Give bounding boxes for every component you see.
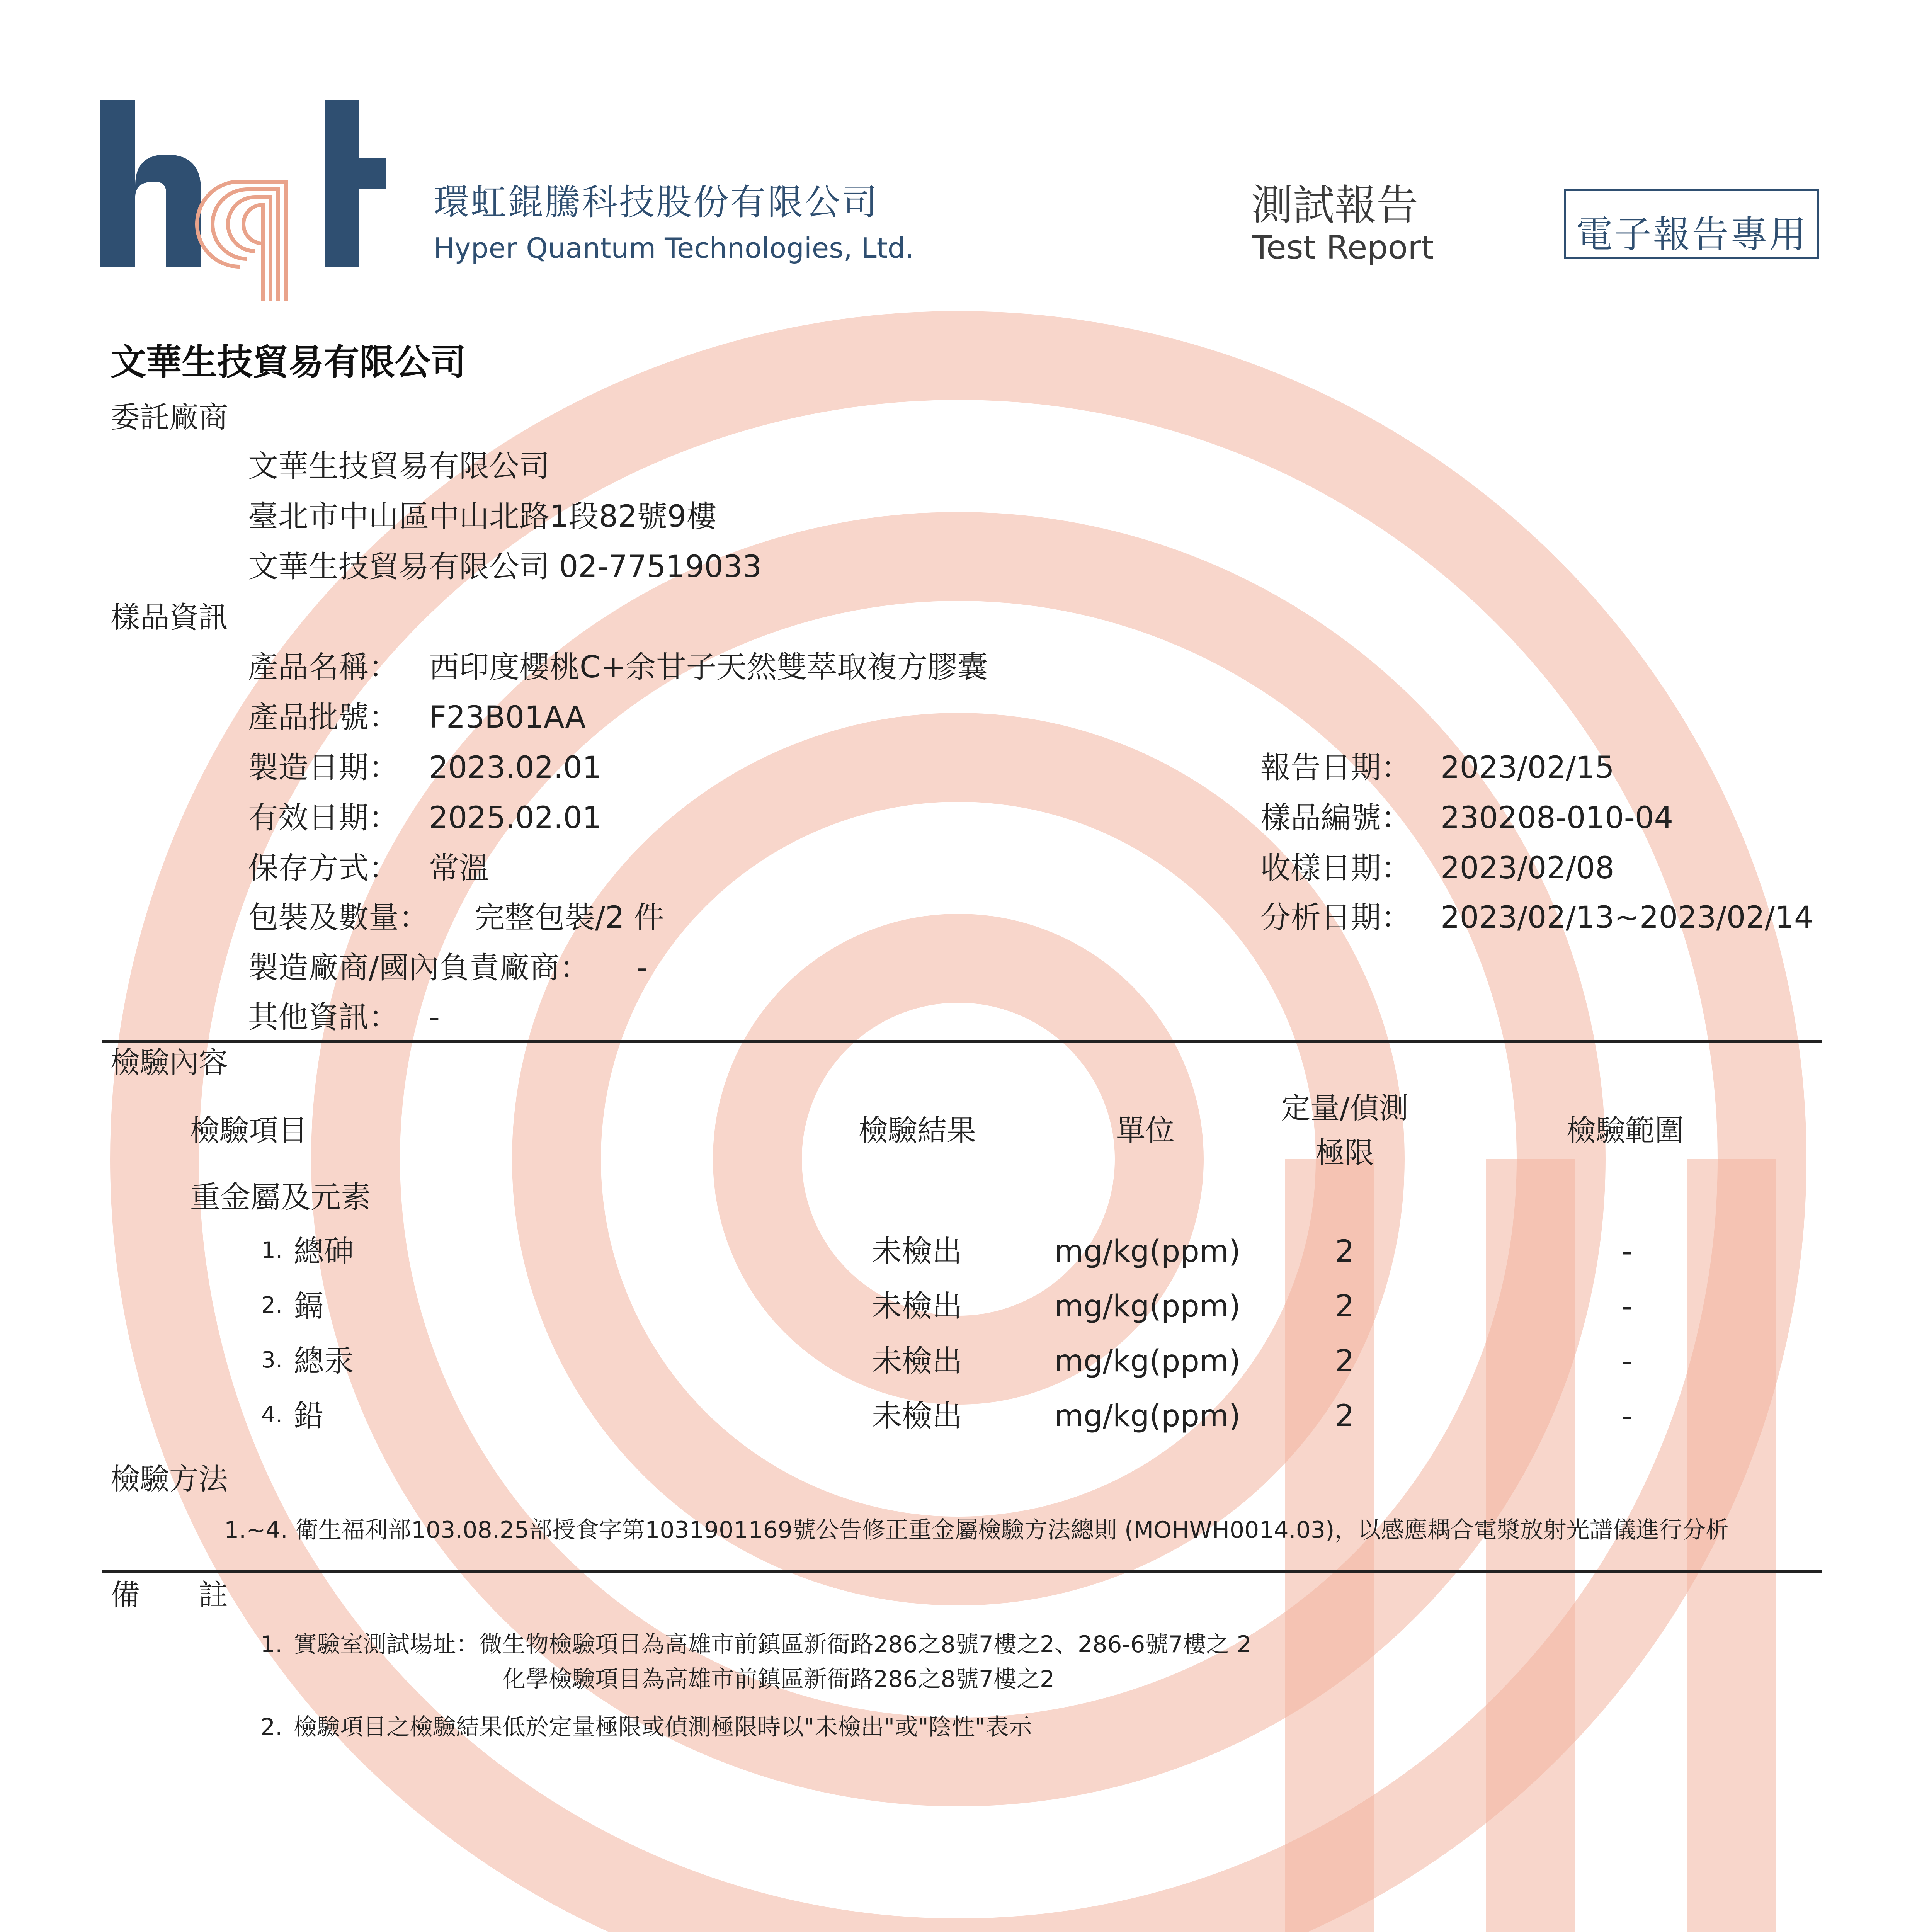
company-name-cn: 環虹錕騰科技股份有限公司: [434, 182, 879, 223]
row-item: 鎘: [294, 1289, 324, 1324]
company-name-en: Hyper Quantum Technologies, Ltd.: [434, 232, 914, 264]
row-limit: 2: [1335, 1344, 1354, 1379]
sample-label: 其他資訊：: [248, 1000, 399, 1035]
method-section-label: 檢驗方法: [111, 1462, 228, 1496]
row-unit: mg/kg(ppm): [1054, 1344, 1241, 1379]
sample-label: 產品批號：: [248, 700, 399, 735]
sample-value: -: [429, 1000, 440, 1035]
row-range: -: [1621, 1234, 1633, 1269]
row-item: 鉛: [294, 1399, 324, 1434]
sample-label: 包裝及數量：: [248, 900, 429, 935]
sample-value: 2025.02.01: [429, 801, 602, 835]
sample-value: 2023.02.01: [429, 750, 602, 785]
hqt-logo: [100, 100, 417, 301]
col-header-item: 檢驗項目: [190, 1113, 308, 1148]
col-header-limit-2: 極限: [1315, 1136, 1374, 1170]
col-header-unit: 單位: [1116, 1113, 1175, 1148]
client-heading: 文華生技貿易有限公司: [111, 342, 466, 383]
sample-value: 完整包裝/2 件: [475, 900, 664, 935]
row-limit: 2: [1335, 1234, 1354, 1269]
row-item: 總汞: [294, 1344, 354, 1379]
remark-text: 實驗室測試場址：微生物檢驗項目為高雄市前鎮區新衙路286之8號7樓之2、286-6號7樓之 2: [294, 1631, 1252, 1658]
stamp-label: 電子報告專用: [1576, 213, 1808, 256]
row-result: 未檢出: [872, 1344, 963, 1379]
section-divider: [102, 1040, 1822, 1043]
remark-number: 1.: [260, 1631, 283, 1658]
row-number: 4.: [261, 1401, 283, 1428]
sample-label: 樣品編號：: [1260, 801, 1412, 835]
remark-text-cont: 化學檢驗項目為高雄市前鎮區新衙路286之8號7樓之2: [502, 1666, 1055, 1693]
sample-value: 2023/02/13~2023/02/14: [1441, 900, 1813, 935]
sample-value: 常溫: [429, 851, 490, 886]
inspection-section-label: 檢驗內容: [111, 1045, 228, 1080]
remarks-section-label: 備 註: [111, 1578, 228, 1612]
sample-label: 有效日期：: [248, 801, 399, 835]
row-item: 總砷: [294, 1234, 354, 1269]
row-number: 1.: [261, 1237, 283, 1263]
sample-label: 製造日期：: [248, 750, 399, 785]
col-header-limit: 定量/偵測: [1281, 1091, 1408, 1125]
col-header-result: 檢驗結果: [859, 1113, 976, 1148]
sample-label: 製造廠商/國內負責廠商：: [248, 951, 590, 985]
sample-value: 2023/02/15: [1441, 750, 1614, 785]
report-title-cn: 測試報告: [1251, 181, 1419, 230]
section-divider: [102, 1570, 1822, 1573]
row-result: 未檢出: [872, 1234, 963, 1269]
sample-section-label: 樣品資訊: [111, 600, 228, 634]
row-result: 未檢出: [872, 1289, 963, 1324]
row-unit: mg/kg(ppm): [1054, 1399, 1241, 1434]
remark-number: 2.: [260, 1714, 283, 1741]
test-group-label: 重金屬及元素: [190, 1180, 371, 1215]
row-unit: mg/kg(ppm): [1054, 1234, 1241, 1269]
sample-value: -: [637, 951, 648, 985]
row-number: 2.: [261, 1292, 283, 1318]
sample-value: 2023/02/08: [1441, 851, 1614, 886]
row-range: -: [1621, 1289, 1633, 1324]
sample-value: F23B01AA: [429, 700, 586, 735]
row-number: 3.: [261, 1347, 283, 1373]
sample-label: 報告日期：: [1260, 750, 1412, 785]
report-title-en: Test Report: [1252, 228, 1434, 266]
row-range: -: [1621, 1344, 1633, 1379]
method-text: 1.~4. 衛生福利部103.08.25部授食字第1031901169號公告修正重金屬檢驗方法總則 (MOHWH0014.03)，以感應耦合電漿放射光譜儀進行分析: [224, 1517, 1729, 1544]
sample-label: 產品名稱：: [248, 650, 399, 685]
sample-value: 230208-010-04: [1441, 801, 1674, 835]
row-result: 未檢出: [872, 1399, 963, 1434]
client-section-label: 委託廠商: [111, 400, 228, 434]
col-header-range: 檢驗範圍: [1567, 1113, 1684, 1148]
sample-label: 分析日期：: [1260, 900, 1412, 935]
sample-label: 收樣日期：: [1260, 851, 1412, 886]
row-range: -: [1621, 1399, 1633, 1434]
row-limit: 2: [1335, 1399, 1354, 1434]
sample-value: 西印度櫻桃C+余甘子天然雙萃取複方膠囊: [429, 650, 988, 685]
electronic-report-stamp: [1564, 189, 1819, 259]
remark-text: 檢驗項目之檢驗結果低於定量極限或偵測極限時以"未檢出"或"陰性"表示: [294, 1714, 1032, 1741]
client-line: 臺北市中山區中山北路1段82號9樓: [248, 499, 717, 534]
client-line: 文華生技貿易有限公司 02-77519033: [248, 549, 762, 584]
row-unit: mg/kg(ppm): [1054, 1289, 1241, 1324]
sample-label: 保存方式：: [248, 851, 399, 886]
row-limit: 2: [1335, 1289, 1354, 1324]
client-line: 文華生技貿易有限公司: [248, 449, 550, 484]
